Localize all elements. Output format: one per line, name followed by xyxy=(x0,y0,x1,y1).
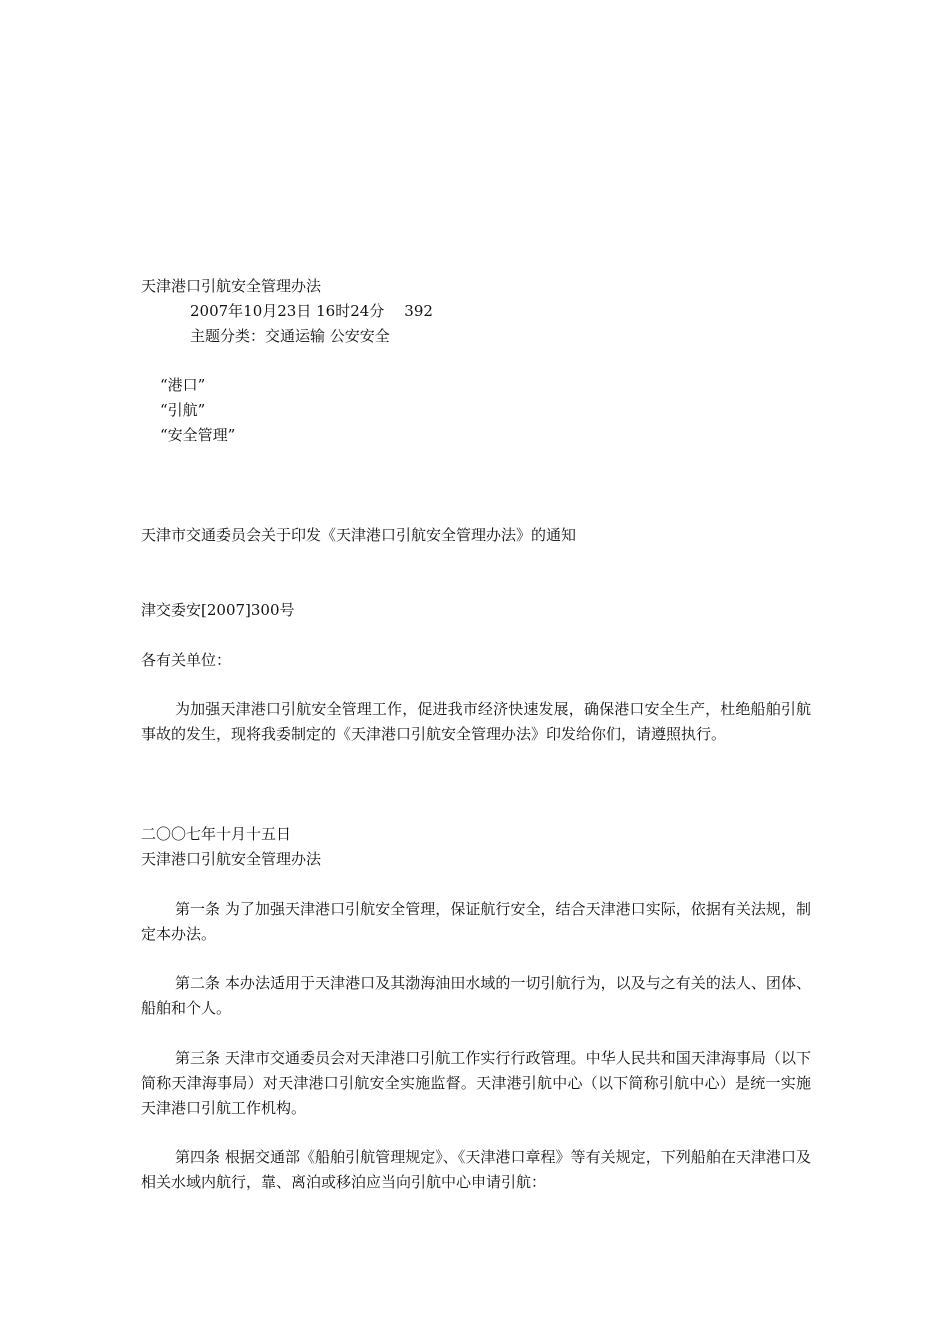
keyword-item: “港口” xyxy=(160,376,206,394)
topic-category: 主题分类：交通运输 公安安全 xyxy=(190,327,390,345)
regulation-title: 天津港口引航安全管理办法 xyxy=(141,850,322,868)
view-count: 392 xyxy=(404,302,433,320)
document-number: 津交委安[2007]300号 xyxy=(141,601,295,619)
article-3: 第三条 天津市交通委员会对天津港口引航工作实行行政管理。中华人民共和国天津海事局（以下简称天津海事局）对天津港口引航安全实施监督。天津港引航中心（以下简称引航中心）是统一实施天津港口引航工作机构。 xyxy=(141,1049,811,1117)
salutation: 各有关单位： xyxy=(141,651,232,669)
article-2: 第二条 本办法适用于天津港口及其渤海油田水域的一切引航行为，以及与之有关的法人、团体、船舶和个人。 xyxy=(141,974,811,1017)
article-1: 第一条 为了加强天津港口引航安全管理，保证航行安全，结合天津港口实际，依据有关法规，制定本办法。 xyxy=(141,900,811,943)
notice-body: 为加强天津港口引航安全管理工作，促进我市经济快速发展，确保港口安全生产，杜绝船舶引航事故的发生，现将我委制定的《天津港口引航安全管理办法》印发给你们，请遵照执行。 xyxy=(141,700,811,743)
notice-date: 二〇〇七年十月十五日 xyxy=(141,825,292,843)
notice-title: 天津市交通委员会关于印发《天津港口引航安全管理办法》的通知 xyxy=(141,526,577,544)
publish-date: 2007年10月23日 16时24分 xyxy=(190,302,385,320)
keyword-item: “安全管理” xyxy=(160,426,236,444)
keyword-item: “引航” xyxy=(160,401,206,419)
document-title: 天津港口引航安全管理办法 xyxy=(141,277,322,295)
article-4: 第四条 根据交通部《船舶引航管理规定》、《天津港口章程》等有关规定，下列船舶在天津港口及相关水域内航行，靠、离泊或移泊应当向引航中心申请引航： xyxy=(141,1148,811,1191)
publish-meta xyxy=(190,299,433,323)
